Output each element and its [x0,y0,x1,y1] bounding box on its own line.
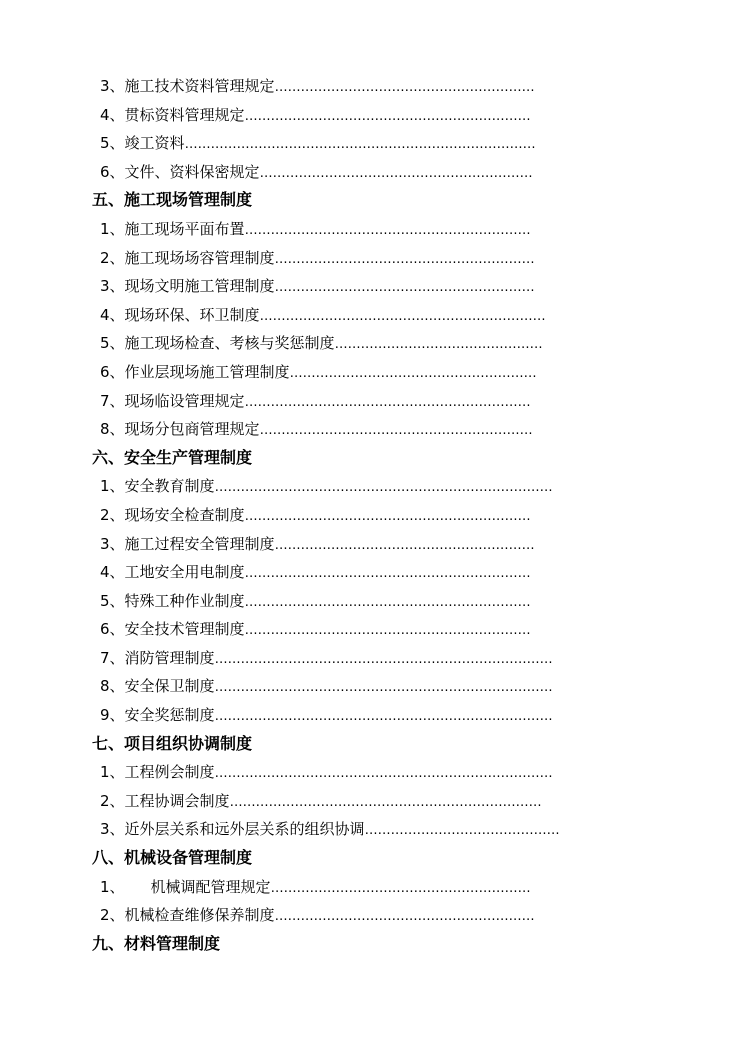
toc-entry-title: 贯标资料管理规定 [124,105,245,124]
toc-entry [0,644,600,673]
toc-entry-title: 安全奖惩制度 [124,706,215,725]
toc-entry-number: 3、 [100,534,125,553]
toc-entry-number: 7、 [100,391,125,410]
toc-entry [0,415,600,444]
toc-entry [0,587,600,616]
toc-entry-title: 消防管理制度 [124,648,215,667]
toc-entry-title: 竣工资料 [124,134,185,153]
toc-entry-number: 1、 [100,477,125,496]
toc-entry-leader-dots: ………………………………………………………… [244,508,531,524]
toc-entry [0,329,600,358]
toc-entry [0,758,600,787]
toc-entry-number: 6、 [100,362,125,381]
toc-entry-leader-dots: ……………………………………………………… [259,165,533,181]
toc-entry [0,873,600,902]
toc-entry-number: 2、 [100,505,125,524]
toc-entry [0,558,600,587]
section-heading-text: 九、材料管理制度 [92,933,221,953]
toc-entry-title: 作业层现场施工管理制度 [124,362,290,381]
toc-entry-leader-dots: ………………………………………………………… [244,566,531,582]
toc-entry-number: 6、 [100,620,125,639]
toc-entry-number: 8、 [100,677,125,696]
table-of-contents [0,72,744,958]
toc-entry-title: 施工技术资料管理规定 [124,77,275,95]
toc-entry-title: 特殊工种作业制度 [124,591,245,610]
toc-entry [0,501,600,530]
toc-entry-leader-dots: ………………………………………… [334,337,543,353]
section-heading [0,186,744,215]
toc-entry-number: 1、 [100,877,125,896]
toc-entry-title: 施工现场场容管理制度 [124,248,275,267]
toc-entry-title: 施工现场检查、考核与奖惩制度 [124,334,335,353]
toc-entry-title: 安全技术管理制度 [124,620,245,639]
toc-entry-leader-dots: …………………………………………………… [270,880,531,896]
toc-entry-number: 3、 [100,277,125,296]
toc-entry-title: 机械调配管理规定 [150,877,271,896]
toc-entry-leader-dots: …………………………………………………………………… [214,766,553,782]
toc-entry-title: 近外层关系和远外层关系的组织协调 [124,820,365,839]
toc-entry-number: 4、 [100,305,125,324]
section-heading [0,930,744,959]
toc-entry-leader-dots: …………………………………………………………………… [214,480,553,496]
toc-entry [0,815,600,844]
toc-entry-leader-dots: ………………………………………………………… [259,308,546,324]
toc-entry-title: 文件、资料保密规定 [124,162,260,181]
toc-entry [0,72,600,101]
toc-entry [0,272,600,301]
toc-entry-number: 1、 [100,763,125,782]
toc-entry-number: 3、 [100,77,125,95]
section-heading-text: 六、安全生产管理制度 [92,447,253,467]
toc-entry [0,472,600,501]
toc-entry-number: 4、 [100,105,125,124]
toc-entry-leader-dots: …………………………………………………… [274,80,535,95]
toc-entry-number: 5、 [100,591,125,610]
toc-entry-leader-dots: …………………………………………………………………… [214,651,553,667]
toc-entry [0,158,600,187]
section-heading [0,844,744,873]
toc-entry [0,901,600,930]
toc-entry-number: 1、 [100,219,125,238]
toc-entry [0,129,600,158]
toc-entry-title: 安全保卫制度 [124,677,215,696]
toc-entry-number: 8、 [100,420,125,439]
toc-entry-title: 施工过程安全管理制度 [124,534,275,553]
toc-entry [0,215,600,244]
toc-entry-number: 4、 [100,563,125,582]
toc-entry-leader-dots: …………………………………………………… [274,280,535,296]
toc-entry-title: 工程协调会制度 [124,791,230,810]
toc-entry-number: 3、 [100,820,125,839]
section-heading-text: 八、机械设备管理制度 [92,848,253,868]
toc-entry-leader-dots: …………………………………………………………………… [214,680,553,696]
toc-entry [0,530,600,559]
toc-entry-number: 6、 [100,162,125,181]
section-heading [0,444,744,473]
toc-entry-title: 现场安全检查制度 [124,505,245,524]
toc-entry-leader-dots: ………………………………………………………… [244,222,531,238]
toc-entry-leader-dots: …………………………………………………… [274,251,535,267]
toc-entry-title: 工程例会制度 [124,763,215,782]
toc-entry [0,615,600,644]
toc-entry-number: 2、 [100,906,125,925]
toc-entry [0,787,600,816]
toc-entry-number: 9、 [100,706,125,725]
toc-entry-leader-dots: ………………………………………………………… [244,394,531,410]
toc-entry-title: 施工现场平面布置 [124,219,245,238]
toc-entry-title: 安全教育制度 [124,477,215,496]
toc-entry-number: 2、 [100,791,125,810]
toc-entry [0,701,600,730]
toc-entry-number: 2、 [100,248,125,267]
toc-entry-leader-dots: …………………………………………………… [274,909,535,925]
toc-entry-number: 5、 [100,134,125,153]
toc-entry-number: 7、 [100,648,125,667]
toc-entry-title: 工地安全用电制度 [124,563,245,582]
toc-entry-number: 5、 [100,334,125,353]
toc-entry-title: 机械检查维修保养制度 [124,906,275,925]
toc-entry-leader-dots: ……………………………………………………… [259,423,533,439]
toc-entry-leader-dots: ………………………………………………………… [244,594,531,610]
toc-entry-leader-dots: ………………………………………………………… [244,623,531,639]
toc-entry-title: 现场文明施工管理制度 [124,277,275,296]
toc-entry [0,672,600,701]
toc-entry-leader-dots: …………………………………………………… [274,537,535,553]
section-heading [0,730,744,759]
toc-entry [0,358,600,387]
toc-entry [0,301,600,330]
toc-entry-leader-dots: ………………………………………………………… [244,108,531,124]
section-heading-text: 七、项目组织协调制度 [92,733,253,753]
toc-entry-title: 现场临设管理规定 [124,391,245,410]
toc-entry-leader-dots: ……………………………………………………………………… [184,137,536,153]
toc-entry-title: 现场环保、环卫制度 [124,305,260,324]
toc-entry-leader-dots: …………………………………………………………………… [214,709,553,725]
toc-entry-leader-dots: ……………………………………………………………… [229,794,542,810]
toc-entry [0,101,600,130]
toc-entry-leader-dots: ……………………………………… [364,823,560,839]
toc-entry [0,244,600,273]
toc-entry-leader-dots: ………………………………………………… [289,365,537,381]
section-heading-text: 五、施工现场管理制度 [92,190,253,210]
toc-entry [0,387,600,416]
toc-entry-title: 现场分包商管理规定 [124,420,260,439]
